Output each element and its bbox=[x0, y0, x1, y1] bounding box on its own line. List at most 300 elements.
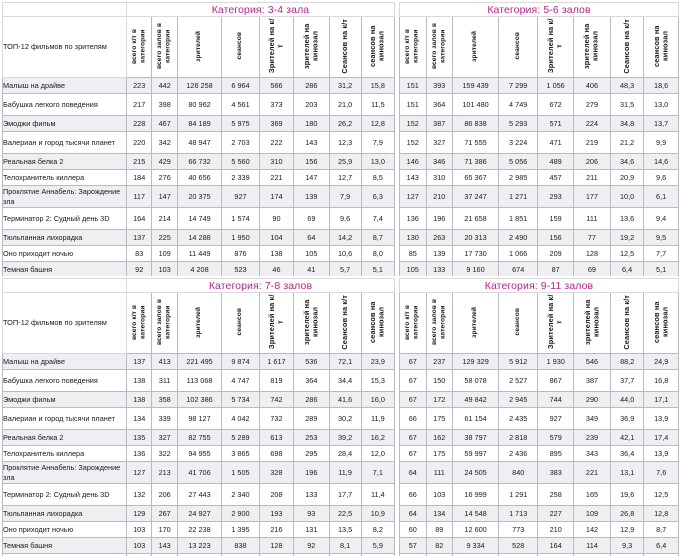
metric-cell: 206 bbox=[152, 484, 177, 506]
metric-cell: 8,0 bbox=[361, 246, 394, 262]
metric-cell: 8,7 bbox=[644, 522, 679, 538]
film-name-cell: Реальная белка 2 bbox=[3, 154, 127, 170]
column-header-5 bbox=[259, 293, 293, 354]
column-header-label: сеансов на кинозал bbox=[368, 301, 386, 343]
metric-cell: 9,5 bbox=[644, 230, 679, 246]
column-header-1 bbox=[126, 293, 151, 354]
metric-cell: 72,1 bbox=[329, 354, 361, 370]
metric-cell: 2 945 bbox=[499, 392, 538, 408]
table-row bbox=[400, 230, 679, 246]
metric-cell: 7,1 bbox=[361, 462, 394, 484]
metric-cell: 5 289 bbox=[222, 430, 260, 446]
column-header-4 bbox=[222, 293, 260, 354]
metric-cell: 383 bbox=[538, 462, 574, 484]
metric-cell: 80 962 bbox=[177, 94, 221, 116]
metric-cell: 349 bbox=[574, 408, 611, 430]
column-header-1 bbox=[400, 17, 427, 78]
metric-cell: 22,5 bbox=[329, 506, 361, 522]
metric-cell: 177 bbox=[573, 186, 610, 208]
table-row bbox=[3, 154, 395, 170]
metric-cell: 744 bbox=[538, 392, 574, 408]
metric-cell: 7,9 bbox=[329, 186, 361, 208]
column-header-label: зрителей на кинозал bbox=[301, 23, 320, 69]
metric-cell: 12,5 bbox=[644, 484, 679, 506]
metric-cell: 156 bbox=[538, 230, 574, 246]
metric-cell: 136 bbox=[400, 208, 427, 230]
metric-cell: 71 555 bbox=[453, 132, 499, 154]
metric-cell: 5 293 bbox=[499, 116, 538, 132]
metric-cell: 48,3 bbox=[610, 78, 643, 94]
metric-cell: 67 bbox=[400, 354, 427, 370]
metric-cell: 128 bbox=[259, 538, 293, 554]
column-header-label: Зрителей на к/т bbox=[546, 18, 564, 74]
table-row bbox=[400, 116, 679, 132]
metric-cell: 927 bbox=[222, 186, 260, 208]
metric-cell: 221 bbox=[259, 170, 293, 186]
metric-cell: 9,9 bbox=[644, 132, 679, 154]
column-header-8 bbox=[644, 293, 679, 354]
metric-cell: 239 bbox=[574, 430, 611, 446]
metric-cell: 24 505 bbox=[453, 462, 499, 484]
row-header-title: ТОП-12 фильмов по зрителям bbox=[3, 17, 127, 78]
table-row bbox=[3, 446, 395, 462]
metric-cell: 102 386 bbox=[177, 392, 221, 408]
column-header-label: сеансов bbox=[236, 308, 244, 336]
metric-cell: 393 bbox=[426, 78, 453, 94]
metric-cell: 16,8 bbox=[644, 370, 679, 392]
table-row bbox=[400, 462, 679, 484]
metric-cell: 109 bbox=[152, 246, 177, 262]
column-header-label: сеансов на кинозал bbox=[651, 25, 670, 67]
metric-cell: 7,7 bbox=[644, 246, 679, 262]
table-row bbox=[3, 462, 395, 484]
metric-cell: 2 339 bbox=[222, 170, 260, 186]
metric-cell: 143 bbox=[152, 538, 177, 554]
metric-cell: 210 bbox=[426, 186, 453, 208]
metric-cell: 90 bbox=[259, 208, 293, 230]
metric-cell: 40 656 bbox=[177, 170, 221, 186]
metric-cell: 613 bbox=[259, 430, 293, 446]
column-header-label: Сеансов на к/т bbox=[339, 294, 349, 350]
metric-cell: 867 bbox=[538, 370, 574, 392]
column-header-row bbox=[3, 17, 395, 78]
column-header-label: сеансов на кинозал bbox=[368, 25, 386, 67]
report-table bbox=[399, 278, 679, 556]
metric-cell: 67 bbox=[400, 430, 427, 446]
column-header-7 bbox=[610, 293, 643, 354]
metric-cell: 89 bbox=[426, 522, 453, 538]
metric-cell: 129 bbox=[126, 506, 151, 522]
metric-cell: 4 042 bbox=[222, 408, 260, 430]
metric-cell: 146 bbox=[400, 154, 427, 170]
metric-cell: 429 bbox=[152, 154, 177, 170]
metric-cell: 137 bbox=[126, 354, 151, 370]
table-row bbox=[3, 230, 395, 246]
report-panel-4 bbox=[397, 276, 681, 556]
metric-cell: 489 bbox=[538, 154, 574, 170]
column-header-2 bbox=[426, 293, 453, 354]
metric-cell: 11,5 bbox=[361, 94, 394, 116]
metric-cell: 133 bbox=[426, 262, 453, 277]
metric-cell: 5 560 bbox=[222, 154, 260, 170]
metric-cell: 225 bbox=[152, 230, 177, 246]
metric-cell: 211 bbox=[573, 170, 610, 186]
column-header-label: Сеансов на к/т bbox=[621, 18, 631, 74]
metric-cell: 111 bbox=[573, 208, 610, 230]
metric-cell: 34,8 bbox=[610, 116, 643, 132]
metric-cell: 126 258 bbox=[177, 78, 221, 94]
metric-cell: 134 bbox=[126, 408, 151, 430]
metric-cell: 20 313 bbox=[453, 230, 499, 246]
metric-cell: 12,3 bbox=[329, 132, 361, 154]
metric-cell: 65 367 bbox=[453, 170, 499, 186]
metric-cell: 143 bbox=[400, 170, 427, 186]
column-header-label: зрителей bbox=[471, 306, 479, 338]
metric-cell: 159 bbox=[538, 208, 574, 230]
column-header-label: всего залов в категории bbox=[156, 23, 172, 69]
column-header-6 bbox=[573, 17, 610, 78]
column-header-label: сеансов на кинозал bbox=[651, 301, 670, 343]
table-row bbox=[400, 522, 679, 538]
film-name-cell: Бабушка легкого поведения bbox=[3, 370, 127, 392]
metric-cell: 1 505 bbox=[222, 462, 260, 484]
metric-cell: 41,6 bbox=[329, 392, 361, 408]
column-header-label: всего к/т в категории bbox=[404, 304, 420, 340]
metric-cell: 67 bbox=[400, 392, 427, 408]
column-header-row bbox=[400, 293, 679, 354]
metric-cell: 12,7 bbox=[329, 170, 361, 186]
column-header-label: зрителей на кинозал bbox=[582, 23, 600, 69]
metric-cell: 20,9 bbox=[610, 170, 643, 186]
metric-cell: 139 bbox=[294, 186, 329, 208]
metric-cell: 61 154 bbox=[453, 408, 499, 430]
table-row bbox=[3, 170, 395, 186]
metric-cell: 1 574 bbox=[222, 208, 260, 230]
metric-cell: 16,0 bbox=[361, 392, 394, 408]
metric-cell: 180 bbox=[294, 116, 329, 132]
metric-cell: 8,5 bbox=[361, 170, 394, 186]
metric-cell: 4 208 bbox=[177, 262, 221, 277]
metric-cell: 8,7 bbox=[361, 230, 394, 246]
column-header-label: сеансов bbox=[513, 308, 521, 336]
table-row bbox=[400, 408, 679, 430]
column-header-6 bbox=[294, 293, 329, 354]
metric-cell: 175 bbox=[426, 408, 453, 430]
category-title: Категория: 3-4 зала bbox=[127, 3, 395, 17]
metric-cell: 5,1 bbox=[644, 262, 679, 277]
metric-cell: 83 bbox=[127, 246, 152, 262]
film-name-cell: Оно приходит ночью bbox=[3, 522, 127, 538]
film-name-cell: Телохранитель киллера bbox=[3, 446, 127, 462]
category-title: Категория: 7-8 залов bbox=[126, 279, 394, 293]
table-row bbox=[400, 154, 679, 170]
metric-cell: 103 bbox=[126, 522, 151, 538]
metric-cell: 358 bbox=[152, 392, 177, 408]
metric-cell: 227 bbox=[538, 506, 574, 522]
metric-cell: 742 bbox=[259, 392, 293, 408]
column-header-7 bbox=[329, 17, 361, 78]
column-header-2 bbox=[152, 293, 177, 354]
metric-cell: 162 bbox=[426, 430, 453, 446]
metric-cell: 87 bbox=[538, 262, 574, 277]
metric-cell: 49 842 bbox=[453, 392, 499, 408]
metric-cell: 165 bbox=[574, 484, 611, 506]
metric-cell: 44,0 bbox=[610, 392, 643, 408]
metric-cell: 1 617 bbox=[259, 354, 293, 370]
metric-cell: 13,9 bbox=[644, 446, 679, 462]
metric-cell: 28,4 bbox=[329, 446, 361, 462]
table-row bbox=[400, 506, 679, 522]
metric-cell: 117 bbox=[127, 186, 152, 208]
metric-cell: 536 bbox=[294, 354, 329, 370]
metric-cell: 6,4 bbox=[644, 538, 679, 554]
metric-cell: 838 bbox=[222, 538, 260, 554]
metric-cell: 13 223 bbox=[177, 538, 221, 554]
category-title-row bbox=[3, 279, 395, 293]
column-header-3 bbox=[453, 293, 499, 354]
metric-cell: 523 bbox=[222, 262, 260, 277]
film-name-cell: Валериан и город тысячи планет bbox=[3, 408, 127, 430]
metric-cell: 10,9 bbox=[361, 506, 394, 522]
film-name-cell: Эмоджи фильм bbox=[3, 116, 127, 132]
metric-cell: 9,6 bbox=[329, 208, 361, 230]
corner-blank bbox=[3, 3, 127, 17]
metric-cell: 26,2 bbox=[329, 116, 361, 132]
metric-cell: 150 bbox=[426, 370, 453, 392]
metric-cell: 346 bbox=[426, 154, 453, 170]
metric-cell: 2 436 bbox=[499, 446, 538, 462]
metric-cell: 1 950 bbox=[222, 230, 260, 246]
metric-cell: 134 bbox=[426, 506, 453, 522]
table-row bbox=[400, 94, 679, 116]
metric-cell: 876 bbox=[222, 246, 260, 262]
metric-cell: 12,9 bbox=[610, 522, 643, 538]
metric-cell: 64 bbox=[294, 230, 329, 246]
film-name-cell: Темная башня bbox=[3, 538, 127, 554]
metric-cell: 92 bbox=[294, 538, 329, 554]
metric-cell: 12,8 bbox=[361, 116, 394, 132]
metric-cell: 4 747 bbox=[222, 370, 260, 392]
metric-cell: 67 bbox=[400, 370, 427, 392]
metric-cell: 2 340 bbox=[222, 484, 260, 506]
metric-cell: 1 291 bbox=[499, 484, 538, 506]
metric-cell: 48 947 bbox=[177, 132, 221, 154]
metric-cell: 129 329 bbox=[453, 354, 499, 370]
metric-cell: 14 288 bbox=[177, 230, 221, 246]
metric-cell: 147 bbox=[294, 170, 329, 186]
metric-cell: 4 749 bbox=[499, 94, 538, 116]
metric-cell: 9,4 bbox=[644, 208, 679, 230]
metric-cell: 1 395 bbox=[222, 522, 260, 538]
metric-cell: 66 732 bbox=[177, 154, 221, 170]
metric-cell: 142 bbox=[574, 522, 611, 538]
metric-cell: 6,4 bbox=[610, 262, 643, 277]
category-title-row bbox=[400, 279, 679, 293]
metric-cell: 34,4 bbox=[329, 370, 361, 392]
metric-cell: 138 bbox=[126, 370, 151, 392]
metric-cell: 1 066 bbox=[499, 246, 538, 262]
metric-cell: 206 bbox=[573, 154, 610, 170]
corner-blank bbox=[3, 279, 127, 293]
column-header-label: зрителей bbox=[471, 30, 479, 62]
metric-cell: 92 bbox=[127, 262, 152, 277]
metric-cell: 732 bbox=[259, 408, 293, 430]
metric-cell: 311 bbox=[152, 370, 177, 392]
metric-cell: 210 bbox=[538, 522, 574, 538]
metric-cell: 364 bbox=[294, 370, 329, 392]
column-header-8 bbox=[361, 17, 394, 78]
metric-cell: 151 bbox=[400, 78, 427, 94]
metric-cell: 88,2 bbox=[610, 354, 643, 370]
column-header-label: зрителей bbox=[195, 30, 203, 62]
metric-cell: 20 375 bbox=[177, 186, 221, 208]
metric-cell: 7 299 bbox=[499, 78, 538, 94]
table-row bbox=[3, 94, 395, 116]
metric-cell: 5,7 bbox=[329, 262, 361, 277]
metric-cell: 221 495 bbox=[177, 354, 221, 370]
metric-cell: 2 703 bbox=[222, 132, 260, 154]
metric-cell: 467 bbox=[152, 116, 177, 132]
metric-cell: 698 bbox=[259, 446, 293, 462]
metric-cell: 546 bbox=[574, 354, 611, 370]
metric-cell: 128 bbox=[573, 246, 610, 262]
metric-cell: 528 bbox=[499, 538, 538, 554]
metric-cell: 103 bbox=[152, 262, 177, 277]
metric-cell: 310 bbox=[426, 170, 453, 186]
metric-cell: 9 874 bbox=[222, 354, 260, 370]
metric-cell: 267 bbox=[152, 506, 177, 522]
metric-cell: 310 bbox=[259, 154, 293, 170]
metric-cell: 9 334 bbox=[453, 538, 499, 554]
metric-cell: 13,0 bbox=[644, 94, 679, 116]
metric-cell: 41 706 bbox=[177, 462, 221, 484]
metric-cell: 57 bbox=[400, 538, 427, 554]
metric-cell: 135 bbox=[126, 430, 151, 446]
metric-cell: 343 bbox=[574, 446, 611, 462]
column-header-7 bbox=[610, 17, 643, 78]
metric-cell: 17,1 bbox=[644, 392, 679, 408]
film-name-cell: Малыш на драйве bbox=[3, 78, 127, 94]
metric-cell: 1 271 bbox=[499, 186, 538, 208]
table-row bbox=[3, 132, 395, 154]
metric-cell: 237 bbox=[426, 354, 453, 370]
metric-cell: 387 bbox=[426, 116, 453, 132]
metric-cell: 286 bbox=[294, 78, 329, 94]
metric-cell: 147 bbox=[152, 186, 177, 208]
metric-cell: 16,2 bbox=[361, 430, 394, 446]
metric-cell: 2 527 bbox=[499, 370, 538, 392]
table-row bbox=[3, 392, 395, 408]
column-header-label: всего залов в категории bbox=[430, 23, 447, 69]
metric-cell: 159 439 bbox=[453, 78, 499, 94]
column-header-4 bbox=[499, 17, 538, 78]
metric-cell: 8,2 bbox=[361, 522, 394, 538]
film-name-cell: Темная башня bbox=[3, 262, 127, 277]
metric-cell: 37,7 bbox=[610, 370, 643, 392]
column-header-label: Сеансов на к/т bbox=[339, 18, 349, 74]
report-table bbox=[2, 2, 395, 276]
metric-cell: 289 bbox=[294, 408, 329, 430]
film-name-cell: Реальная белка 2 bbox=[3, 430, 127, 446]
table-row bbox=[3, 430, 395, 446]
table-row bbox=[3, 538, 395, 554]
table-row bbox=[400, 538, 679, 554]
column-header-row bbox=[400, 17, 679, 78]
metric-cell: 104 bbox=[259, 230, 293, 246]
metric-cell: 5,9 bbox=[361, 538, 394, 554]
table-row bbox=[400, 78, 679, 94]
category-title-row bbox=[3, 3, 395, 17]
metric-cell: 215 bbox=[127, 154, 152, 170]
column-header-2 bbox=[152, 17, 177, 78]
metric-cell: 773 bbox=[499, 522, 538, 538]
table-row bbox=[3, 370, 395, 392]
metric-cell: 9,3 bbox=[610, 538, 643, 554]
metric-cell: 253 bbox=[294, 430, 329, 446]
metric-cell: 219 bbox=[573, 132, 610, 154]
metric-cell: 223 bbox=[127, 78, 152, 94]
column-header-5 bbox=[538, 293, 574, 354]
metric-cell: 23,9 bbox=[361, 354, 394, 370]
metric-cell: 64 bbox=[400, 462, 427, 484]
metric-cell: 327 bbox=[152, 430, 177, 446]
metric-cell: 6 964 bbox=[222, 78, 260, 94]
category-title: Категория: 9-11 залов bbox=[400, 279, 679, 293]
report-panel-2 bbox=[397, 0, 681, 276]
metric-cell: 164 bbox=[538, 538, 574, 554]
table-row bbox=[400, 170, 679, 186]
table-row bbox=[400, 484, 679, 506]
metric-cell: 39,2 bbox=[329, 430, 361, 446]
metric-cell: 136 bbox=[126, 446, 151, 462]
metric-cell: 67 bbox=[400, 446, 427, 462]
film-name-cell: Телохранитель киллера bbox=[3, 170, 127, 186]
metric-cell: 342 bbox=[152, 132, 177, 154]
column-header-1 bbox=[127, 17, 152, 78]
film-name-cell: Валериан и город тысячи планет bbox=[3, 132, 127, 154]
metric-cell: 105 bbox=[294, 246, 329, 262]
metric-cell: 11,9 bbox=[329, 462, 361, 484]
column-header-label: всего залов в категории bbox=[430, 299, 447, 345]
metric-cell: 373 bbox=[259, 94, 293, 116]
metric-cell: 30,2 bbox=[329, 408, 361, 430]
metric-cell: 196 bbox=[426, 208, 453, 230]
category-title-row bbox=[400, 3, 679, 17]
metric-cell: 8,1 bbox=[329, 538, 361, 554]
metric-cell: 895 bbox=[538, 446, 574, 462]
metric-cell: 5,1 bbox=[361, 262, 394, 277]
metric-cell: 566 bbox=[259, 78, 293, 94]
metric-cell: 1 713 bbox=[499, 506, 538, 522]
metric-cell: 17,4 bbox=[644, 430, 679, 446]
metric-cell: 11,9 bbox=[361, 408, 394, 430]
metric-cell: 5 056 bbox=[499, 154, 538, 170]
metric-cell: 109 bbox=[574, 506, 611, 522]
metric-cell: 19,2 bbox=[610, 230, 643, 246]
metric-cell: 3 865 bbox=[222, 446, 260, 462]
column-header-4 bbox=[499, 293, 538, 354]
metric-cell: 295 bbox=[294, 446, 329, 462]
report-table bbox=[2, 278, 395, 556]
metric-cell: 840 bbox=[499, 462, 538, 484]
table-row bbox=[3, 408, 395, 430]
metric-cell: 224 bbox=[573, 116, 610, 132]
column-header-label: сеансов bbox=[513, 32, 521, 60]
metric-cell: 127 bbox=[400, 186, 427, 208]
metric-cell: 339 bbox=[152, 408, 177, 430]
metric-cell: 66 bbox=[400, 408, 427, 430]
film-name-cell: Бабушка легкого поведения bbox=[3, 94, 127, 116]
